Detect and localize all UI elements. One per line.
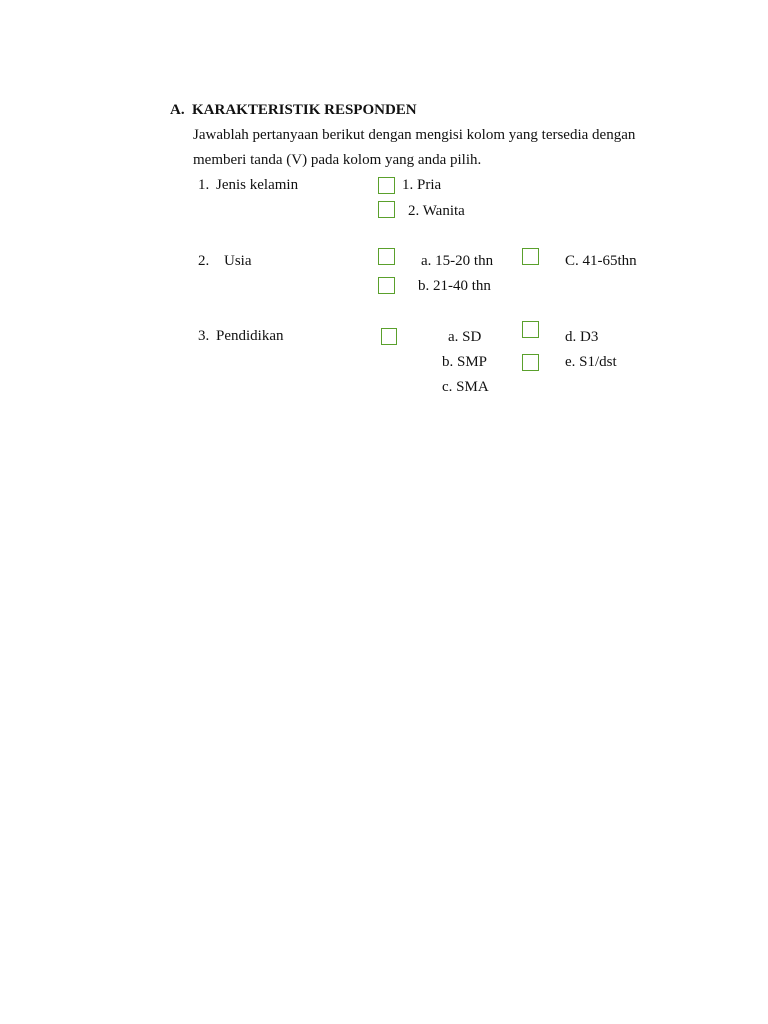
q1-wanita-checkbox[interactable] — [378, 201, 395, 218]
q3-sd-checkbox[interactable] — [381, 328, 397, 345]
q1-option-wanita: 2. Wanita — [408, 203, 465, 219]
q2-option-41-65: C. 41-65thn — [565, 253, 637, 269]
q1-number: 1. — [198, 177, 210, 193]
q3-s1-checkbox[interactable] — [522, 354, 539, 371]
section-letter: A. — [170, 102, 185, 118]
q1-option-pria: 1. Pria — [402, 177, 442, 193]
q3-option-d3: d. D3 — [565, 329, 599, 345]
q1-pria-checkbox[interactable] — [378, 177, 395, 194]
q2-label: Usia — [224, 253, 252, 269]
q2-21-40-checkbox[interactable] — [378, 277, 395, 294]
q2-41-65-checkbox[interactable] — [522, 248, 539, 265]
q3-d3-checkbox[interactable] — [522, 321, 539, 338]
instruction-line-1: Jawablah pertanyaan berikut dengan mengisi kolom yang tersedia dengan — [193, 127, 636, 143]
q2-option-21-40: b. 21-40 thn — [418, 278, 491, 294]
q3-number: 3. — [198, 328, 210, 344]
section-title: KARAKTERISTIK RESPONDEN — [192, 102, 417, 118]
q3-option-sd: a. SD — [448, 329, 482, 345]
q3-option-sma: c. SMA — [442, 379, 489, 395]
q3-option-s1: e. S1/dst — [565, 354, 617, 370]
q3-label: Pendidikan — [216, 328, 284, 344]
q2-15-20-checkbox[interactable] — [378, 248, 395, 265]
q1-label: Jenis kelamin — [216, 177, 299, 193]
q3-option-smp: b. SMP — [442, 354, 488, 370]
q2-option-15-20: a. 15-20 thn — [421, 253, 494, 269]
q2-number: 2. — [198, 253, 210, 269]
instruction-line-2: memberi tanda (V) pada kolom yang anda pilih. — [193, 152, 482, 168]
